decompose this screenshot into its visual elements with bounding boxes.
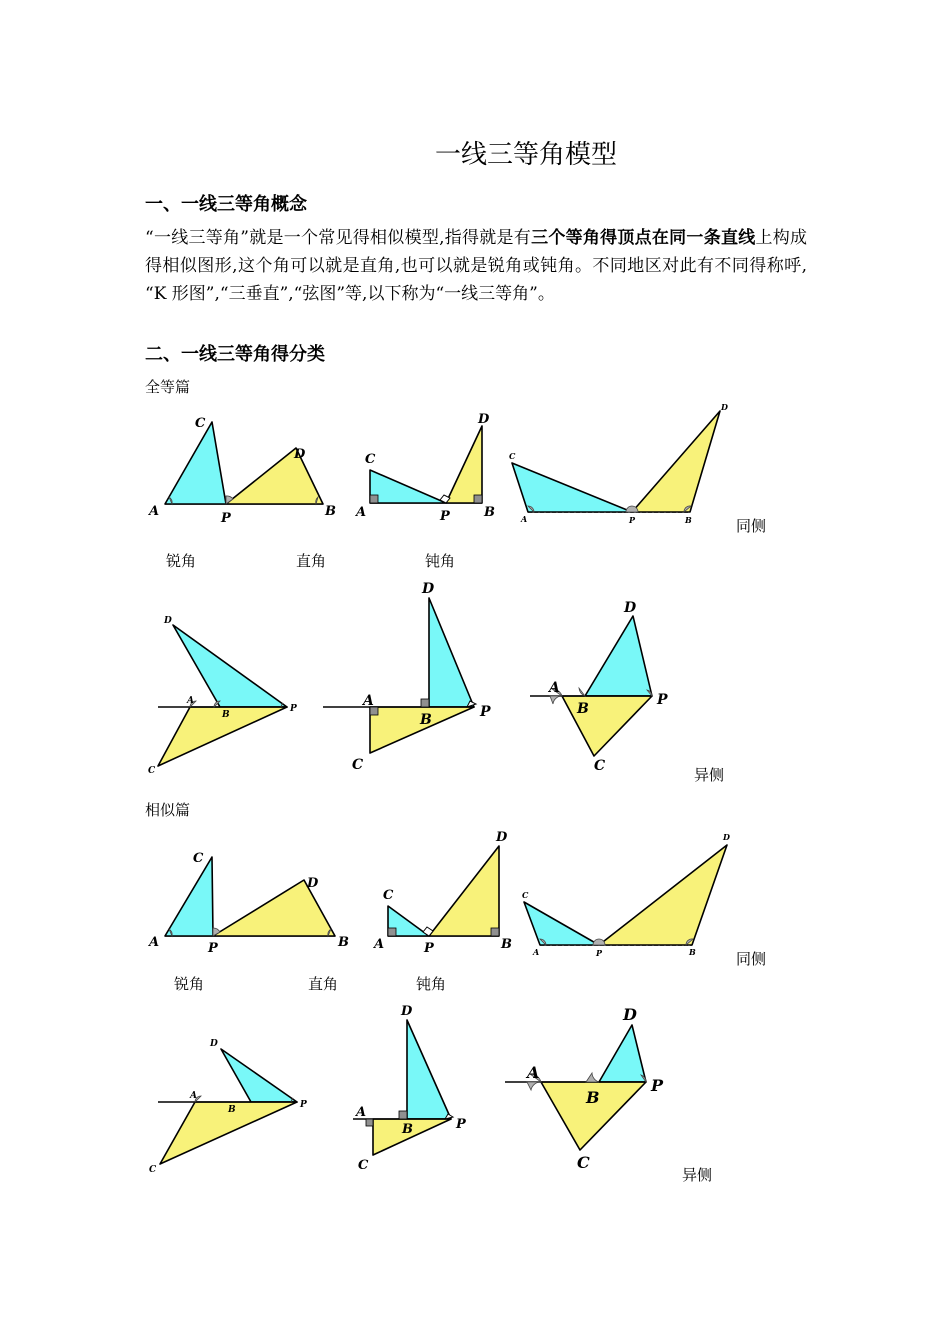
similar-opposite-obtuse-figure	[500, 1000, 680, 1180]
acute-label-1: 锐角	[166, 552, 197, 570]
point-label-c: C	[193, 851, 204, 866]
point-label-d: D	[307, 876, 319, 891]
similar-opposite-acute-figure	[145, 1030, 315, 1180]
point-label-b: B	[228, 1105, 236, 1115]
point-label-p: P	[300, 1100, 307, 1110]
page-title: 一线三等角模型	[434, 140, 617, 170]
point-label-p: P	[596, 948, 603, 958]
paragraph-text-1: “一线三等角”就是一个常见得相似模型,指得就是有	[145, 228, 532, 248]
section-1-heading: 一、一线三等角概念	[145, 194, 307, 215]
similar-acute-figure	[145, 840, 355, 955]
similar-obtuse-figure	[515, 830, 735, 960]
point-label-p: P	[221, 511, 231, 526]
point-label-p: P	[424, 941, 434, 956]
congruent-opposite-right-figure	[320, 578, 500, 778]
point-label-c: C	[594, 758, 606, 774]
point-label-d: D	[210, 1039, 218, 1049]
point-label-p: P	[290, 704, 297, 714]
point-label-p: P	[208, 941, 218, 956]
point-label-p: P	[629, 515, 636, 525]
point-label-p: P	[456, 1117, 466, 1132]
point-label-b: B	[222, 710, 230, 720]
congruent-obtuse-figure	[505, 400, 730, 530]
point-label-a: A	[363, 693, 374, 709]
point-label-d: D	[478, 412, 490, 427]
point-label-a: A	[149, 504, 160, 519]
point-label-c: C	[577, 1153, 590, 1172]
point-label-p: P	[657, 692, 668, 708]
point-label-b: B	[402, 1122, 413, 1137]
similar-opposite-right-figure	[350, 1000, 480, 1180]
right-label-1: 直角	[296, 552, 327, 570]
point-label-p: P	[480, 704, 491, 720]
point-label-c: C	[365, 452, 376, 467]
point-label-a: A	[527, 1063, 540, 1082]
point-label-d: D	[401, 1004, 413, 1019]
point-label-a: A	[374, 937, 385, 952]
point-label-a: A	[533, 947, 540, 957]
point-label-b: B	[338, 935, 349, 950]
point-label-d: D	[721, 402, 728, 412]
point-label-a: A	[149, 935, 160, 950]
point-label-a: A	[187, 696, 194, 706]
similar-right-figure	[370, 825, 515, 955]
point-label-b: B	[325, 504, 336, 519]
point-label-a: A	[190, 1091, 197, 1101]
obtuse-label-2: 钝角	[416, 975, 447, 993]
right-label-2: 直角	[308, 975, 339, 993]
point-label-b: B	[577, 701, 589, 717]
point-label-c: C	[149, 1165, 157, 1175]
point-label-d: D	[294, 447, 306, 462]
opposite-side-label-1: 异侧	[694, 766, 725, 784]
point-label-d: D	[164, 616, 172, 626]
congruent-acute-figure	[140, 410, 340, 530]
point-label-c: C	[195, 416, 206, 431]
point-label-b: B	[501, 937, 512, 952]
point-label-c: C	[383, 888, 394, 903]
congruent-label: 全等篇	[145, 378, 191, 396]
opposite-side-label-2: 异侧	[682, 1166, 713, 1184]
point-label-b: B	[689, 947, 696, 957]
point-label-d: D	[623, 1005, 637, 1024]
concept-paragraph	[145, 224, 807, 308]
point-label-a: A	[549, 680, 560, 696]
congruent-opposite-acute-figure	[145, 605, 305, 780]
same-side-label-2: 同侧	[736, 950, 767, 968]
point-label-b: B	[420, 712, 432, 728]
congruent-opposite-obtuse-figure	[525, 595, 675, 775]
similar-label: 相似篇	[145, 801, 191, 819]
acute-label-2: 锐角	[174, 975, 205, 993]
point-label-b: B	[484, 505, 495, 520]
point-label-a: A	[356, 505, 367, 520]
point-label-b: B	[685, 515, 692, 525]
point-label-d: D	[624, 600, 637, 616]
point-label-c: C	[358, 1158, 369, 1173]
section-2-heading: 二、一线三等角得分类	[145, 344, 325, 365]
point-label-b: B	[586, 1088, 600, 1107]
point-label-c: C	[148, 766, 156, 776]
congruent-right-figure	[350, 410, 500, 530]
point-label-a: A	[356, 1105, 367, 1120]
point-label-d: D	[422, 581, 435, 597]
point-label-p: P	[440, 509, 450, 524]
paragraph-text-2: 上构成得相似图形,这个角可以就是直角,也可以就是锐角或钝角。不同地区对此有不同得称呼, “K 形图”,“三垂直”,“弦图”等,以下称为“一线三等角”。	[145, 228, 808, 304]
point-label-d: D	[723, 832, 730, 842]
obtuse-label-1: 钝角	[425, 552, 456, 570]
point-label-p: P	[651, 1076, 664, 1095]
same-side-label-1: 同侧	[736, 517, 767, 535]
point-label-c: C	[509, 451, 516, 461]
point-label-c: C	[522, 890, 529, 900]
paragraph-bold-text: 三个等角得顶点在同一条直线	[531, 228, 756, 248]
point-label-d: D	[496, 830, 508, 845]
point-label-c: C	[352, 757, 364, 773]
point-label-a: A	[521, 514, 528, 524]
